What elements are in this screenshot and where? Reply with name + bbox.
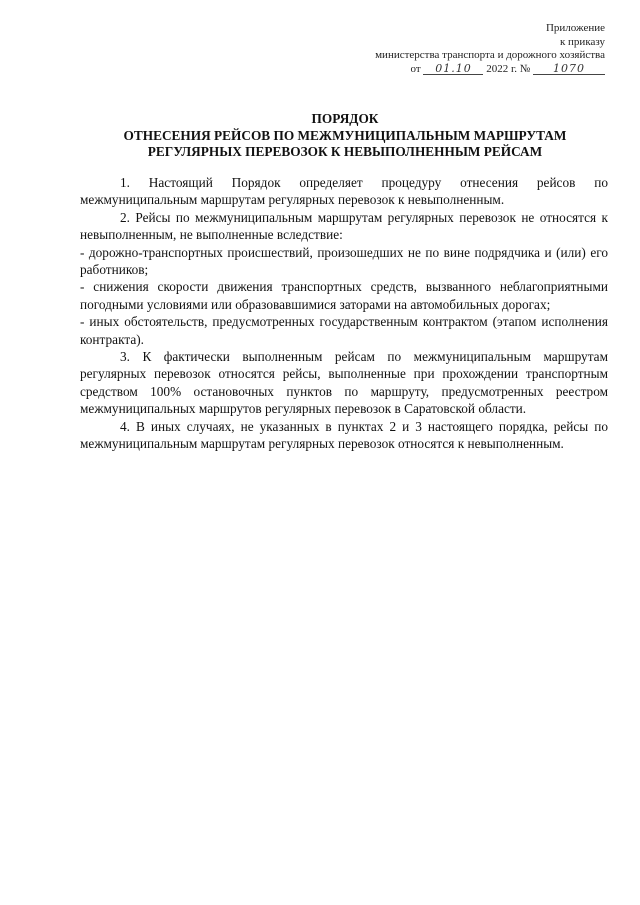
appendix-date-line <box>375 63 605 77</box>
title-line-3: РЕГУЛЯРНЫХ ПЕРЕВОЗОК К НЕВЫПОЛНЕННЫМ РЕЙСАМ <box>147 144 543 159</box>
appendix-ministry: министерства транспорта и дорожного хозяйства <box>375 49 605 61</box>
date-prefix: от <box>410 62 421 75</box>
handwritten-number: 1070 <box>533 63 605 75</box>
year-number-label: 2022 г. № <box>486 62 531 75</box>
paragraph-1: 1. Настоящий Порядок определяет процедуру отнесения рейсов по межмуниципальным маршрутам регулярных перевозок к невыполненным. <box>80 175 608 208</box>
paragraph-4: 4. В иных случаях, не указанных в пунктах 2 и 3 настоящего порядка, рейсы по межмуниципальным маршрутам регулярных перевозок относятся к невыполненным. <box>80 418 608 452</box>
document-body <box>80 174 608 453</box>
title-line-2: ОТНЕСЕНИЯ РЕЙСОВ ПО МЕЖМУНИЦИПАЛЬНЫМ МАРШРУТАМ <box>123 127 567 143</box>
document-title <box>80 111 610 161</box>
appendix-header <box>375 22 605 76</box>
list-item-other-circumstances: - иных обстоятельств, предусмотренных государственным контрактом (этапом исполнения контракта). <box>80 314 608 347</box>
paragraph-3: 3. К фактически выполненным рейсам по межмуниципальным маршрутам регулярных перевозок относятся рейсы, выполненные при прохождении транспортным средством 100% остановочных пунктов по маршруту, предусмотренных реестром межмуниципальных маршрутов регулярных перевозок в Саратовской области. <box>80 349 608 417</box>
list-item-speed-reduction: - снижения скорости движения транспортных средств, вызванного неблагоприятными погодными условиями или образовавшимися заторами на автомобильных дорогах; <box>80 279 608 312</box>
paragraph-2: 2. Рейсы по межмуниципальным маршрутам регулярных перевозок не относятся к невыполненным, не выполненные вследствие: <box>80 209 608 243</box>
handwritten-date: 01.10 <box>423 63 483 75</box>
list-item-accidents: - дорожно-транспортных происшествий, произошедших не по вине подрядчика и (или) его работников; <box>80 244 608 278</box>
title-line-1: ПОРЯДОК <box>311 111 379 126</box>
appendix-label: Приложение <box>545 22 605 34</box>
appendix-order-ref: к приказу <box>559 35 605 48</box>
